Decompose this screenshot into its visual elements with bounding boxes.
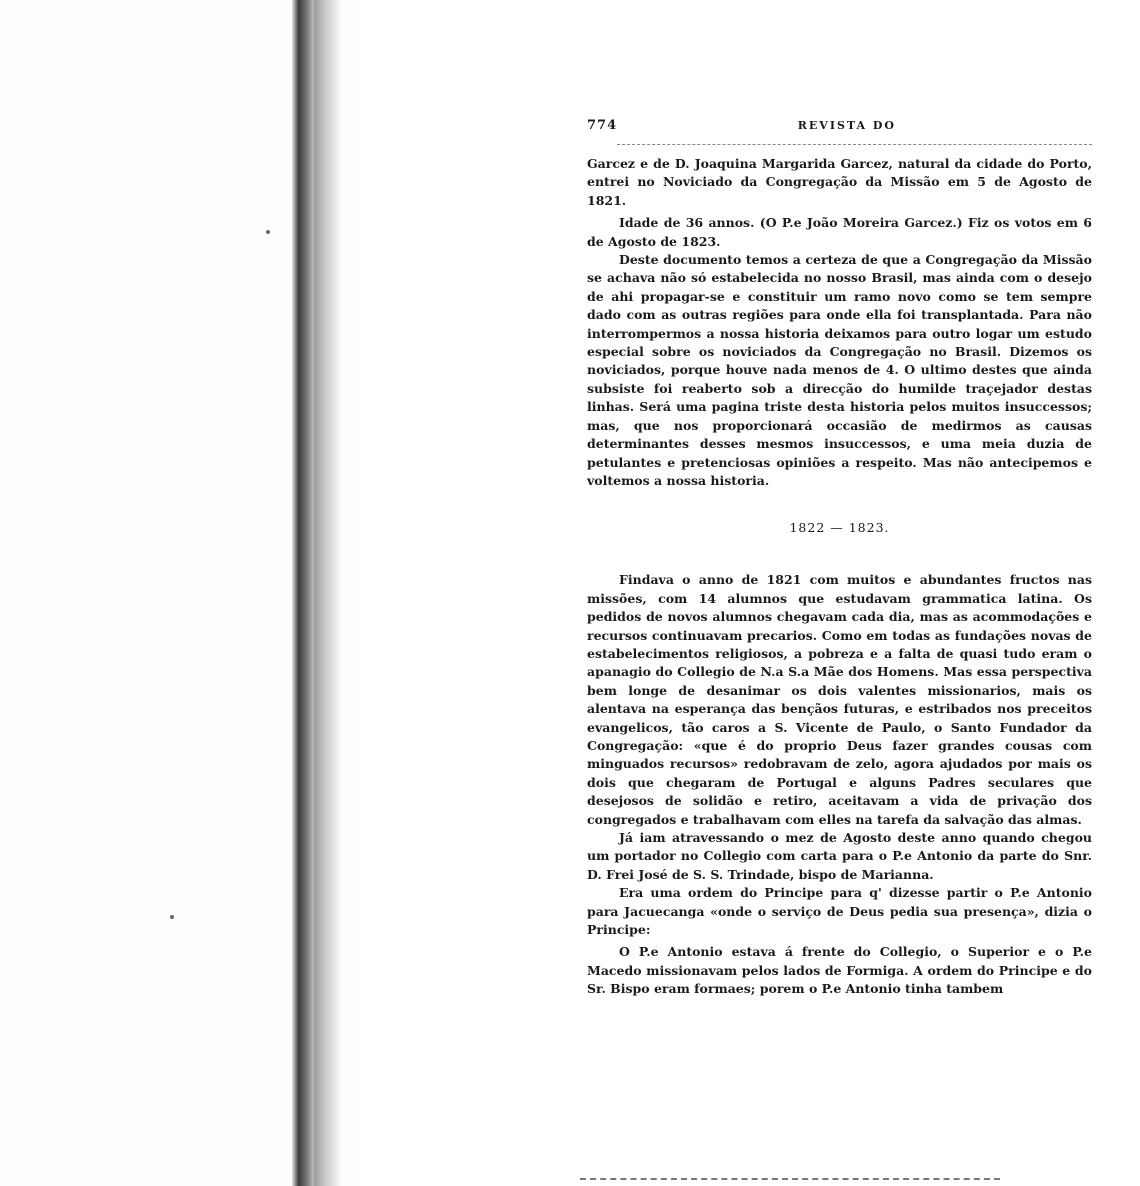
scan-speck (170, 915, 174, 919)
paragraph: Garcez e de D. Joaquina Margarida Garcez, natural da cidade do Porto, entrei no Noviciado da Congregação da Missão em 5 de Agosto de 1821. (587, 156, 1092, 208)
section-heading: 1822 — 1823. (789, 520, 890, 536)
paragraph: Deste documento temos a certeza de que a Congregação da Missão se achava não só estabelecida no nosso Brasil, mas ainda com o desejo de ahi propagar-se e constituir um ramo novo como se tem sempre dado com as outras regiões para onde ella foi transplantada. Para não interrompermos a nossa historia deixamos para outro logar um estudo especial sobre os noviciados da Congregação no Brasil. Dizemos os noviciados, porque houve nada menos de 4. O ultimo destes que ainda subsiste foi reaberto sob a direcção do humilde traçejador destas linhas. Será uma pagina triste desta historia pelos muitos insuccessos; mas, que nos proporcionará occasião de medirmos as causas determinantes desses mesmos insuccessos, e uma meia duzia de petulantes e pretenciosas opiniões a respeito. Mas não antecipemos e voltemos a nossa historia. (587, 252, 1092, 488)
scan-speck (266, 230, 270, 234)
paragraph: O P.e Antonio estava á frente do Collegio, o Superior e o P.e Macedo missionavam pelos lados de Formiga. A ordem do Principe e do Sr. Bispo eram formaes; porem o P.e Antonio tinha tambem (587, 944, 1092, 997)
paragraph: Era uma ordem do Principe para q' dizesse partir o P.e Antonio para Jacuecanga «onde o serviço de Deus pedia sua presença», dizia o Principe: (587, 885, 1092, 938)
paragraph: Já iam atravessando o mez de Agosto deste anno quando chegou um portador no Collegio com carta para o P.e Antonio da parte do Snr. D. Frei José de S. S. Trindade, bispo de Marianna. (587, 830, 1092, 882)
page-number: 774 (587, 118, 618, 133)
header-rule (617, 144, 1092, 145)
running-title: REVISTA DO (797, 119, 896, 132)
paragraph: Idade de 36 annos. (O P.e João Moreira Garcez.) Fiz os votos em 6 de Agosto de 1823. (587, 215, 1092, 249)
page-body (587, 118, 1092, 999)
bottom-edge-marks (580, 1178, 1000, 1180)
page-header (587, 118, 1092, 138)
paragraph: Findava o anno de 1821 com muitos e abundantes fructos nas missões, com 14 alumnos que estudavam grammatica latina. Os pedidos de novos alumnos chegavam cada dia, mas as acommodações e recursos continuavam precarios. Como em todas as fundações novas de estabelecimentos religiosos, a pobreza e a falta de quasi tudo eram o apanagio do Collegio de N.a S.a Mãe dos Homens. Mas essa perspectiva bem longe de desanimar os dois valentes missionarios, mais os alentava na esperança das bençãos futuras, e estribados nos preceitos evangelicos, tão caros a S. Vicente de Paulo, o Santo Fundador da Congregação: «que é do proprio Deus fazer grandes cousas com minguados recursos» redobravam de zelo, agora ajudados por mais os dois que chegaram de Portugal e alguns Padres seculares que desejosos de solidão e retiro, aceitavam a vida de privação dos congregados e trabalhavam com elles na tarefa da salvação das almas. (587, 572, 1092, 827)
book-spine-shadow (292, 0, 314, 1186)
book-spine-fold (314, 0, 340, 1186)
